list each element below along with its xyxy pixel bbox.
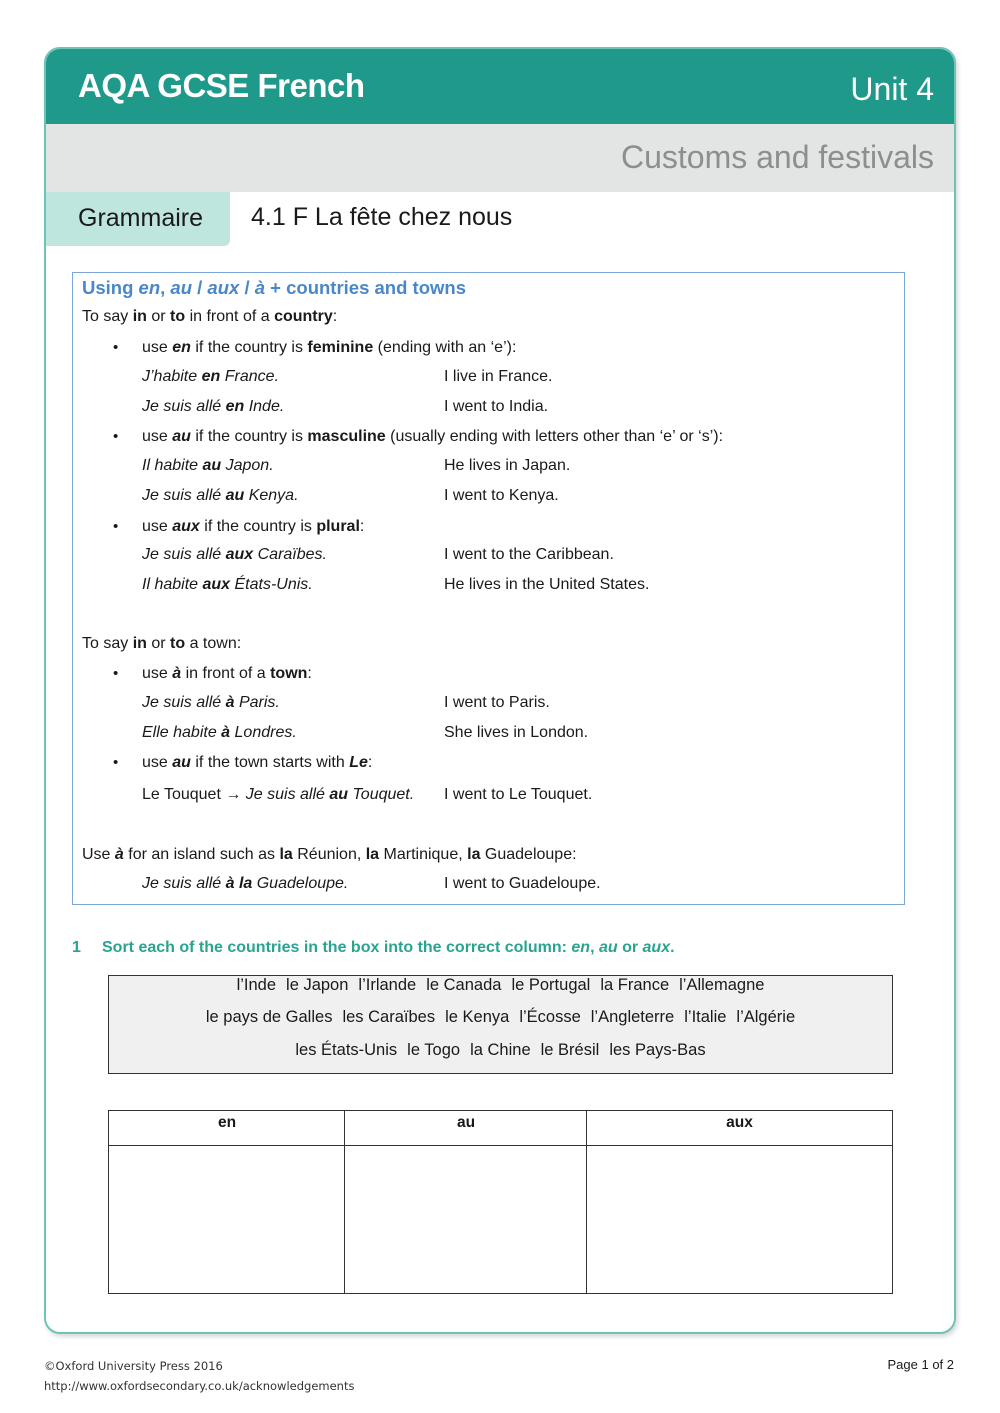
word-item: l’Allemagne <box>679 976 765 994</box>
word-item: l’Écosse <box>519 1008 581 1026</box>
translation-au-2: I went to Kenya. <box>444 487 559 504</box>
topic-subtitle: Customs and festivals <box>620 139 934 175</box>
translation-island: I went to Guadeloupe. <box>444 875 601 892</box>
example-aux-1: Je suis allé aux Caraïbes. <box>142 546 327 563</box>
example-en-1: J’habite en France. <box>142 368 279 385</box>
grammar-box-title: Using en, au / aux / à + countries and towns <box>82 277 466 298</box>
brand-title: AQA GCSE French <box>78 67 365 104</box>
word-item: le pays de Galles <box>205 1008 333 1026</box>
translation-aux-2: He lives in the United States. <box>444 576 650 593</box>
word-item: la Chine <box>470 1041 531 1059</box>
word-row-3 <box>109 1041 892 1060</box>
rule-en: use en if the country is feminine (ending with an ‘e’): <box>142 339 517 356</box>
bullet-icon: • <box>113 665 119 682</box>
rule-le: use au if the town starts with Le: <box>142 754 373 771</box>
word-item: les Pays-Bas <box>609 1041 706 1059</box>
translation-aux-1: I went to the Caribbean. <box>444 546 614 563</box>
acknowledgements-link[interactable]: http://www.oxfordsecondary.co.uk/acknowledgements <box>44 1379 355 1393</box>
word-item: les Caraïbes <box>342 1008 436 1026</box>
answer-table <box>108 1110 893 1294</box>
translation-en-1: I live in France. <box>444 368 553 385</box>
grammar-box <box>72 272 905 905</box>
bullet-icon: • <box>113 518 119 535</box>
word-item: le Canada <box>426 976 502 994</box>
column-header-en: en <box>109 1111 345 1146</box>
word-item: l’Algérie <box>736 1008 796 1026</box>
word-row-2 <box>109 1008 892 1027</box>
column-header-aux: aux <box>587 1111 892 1146</box>
column-divider <box>586 1111 587 1293</box>
example-a-1: Je suis allé à Paris. <box>142 694 280 711</box>
translation-en-2: I went to India. <box>444 398 549 415</box>
footer-credits <box>44 1356 354 1396</box>
rule-aux: use aux if the country is plural: <box>142 518 365 535</box>
town-intro: To say in or to a town: <box>82 635 242 652</box>
rule-au: use au if the country is masculine (usually ending with letters other than ‘e’ or ‘s’): <box>142 428 724 445</box>
bullet-icon: • <box>113 428 119 445</box>
translation-a-2: She lives in London. <box>444 724 589 741</box>
example-aux-2: Il habite aux États-Unis. <box>142 576 313 593</box>
rule-a: use à in front of a town: <box>142 665 312 682</box>
island-rule: Use à for an island such as la Réunion, la Martinique, la Guadeloupe: <box>82 846 577 863</box>
word-item: l’Irlande <box>358 976 417 994</box>
column-header-au: au <box>345 1111 587 1146</box>
section-tab <box>46 192 230 246</box>
question-text: Sort each of the countries in the box into the correct column: en, au or aux. <box>102 939 675 956</box>
lesson-title: 4.1 F La fête chez nous <box>251 203 513 231</box>
example-en-2: Je suis allé en Inde. <box>142 398 285 415</box>
word-row-1 <box>109 976 892 995</box>
translation-le: I went to Le Touquet. <box>444 786 593 803</box>
word-item: le Japon <box>286 976 349 994</box>
question-number: 1 <box>72 939 81 956</box>
section-tab-label: Grammaire <box>78 204 204 232</box>
country-word-box <box>108 975 893 1074</box>
example-island: Je suis allé à la Guadeloupe. <box>142 875 349 892</box>
worksheet-card <box>44 47 956 1334</box>
word-item: la France <box>600 976 670 994</box>
subtitle-bar <box>46 124 954 192</box>
header-bar <box>46 49 954 124</box>
word-item: le Kenya <box>445 1008 510 1026</box>
country-intro: To say in or to in front of a country: <box>82 308 338 325</box>
copyright: ©Oxford University Press 2016 <box>44 1359 223 1373</box>
word-item: le Brésil <box>540 1041 600 1059</box>
word-item: l’Italie <box>684 1008 727 1026</box>
word-item: le Portugal <box>511 976 591 994</box>
column-divider <box>344 1111 345 1293</box>
example-le: Le Touquet → Je suis allé au Touquet. <box>142 786 415 803</box>
bullet-icon: • <box>113 339 119 356</box>
example-a-2: Elle habite à Londres. <box>142 724 297 741</box>
word-item: les États-Unis <box>295 1041 398 1059</box>
example-au-2: Je suis allé au Kenya. <box>142 487 299 504</box>
word-item: le Togo <box>407 1041 461 1059</box>
example-au-1: Il habite au Japon. <box>142 457 274 474</box>
word-item: l’Inde <box>236 976 277 994</box>
translation-au-1: He lives in Japan. <box>444 457 571 474</box>
bullet-icon: • <box>113 754 119 771</box>
translation-a-1: I went to Paris. <box>444 694 550 711</box>
word-item: l’Angleterre <box>590 1008 675 1026</box>
page-number: Page 1 of 2 <box>887 1357 954 1372</box>
unit-label: Unit 4 <box>850 71 934 107</box>
